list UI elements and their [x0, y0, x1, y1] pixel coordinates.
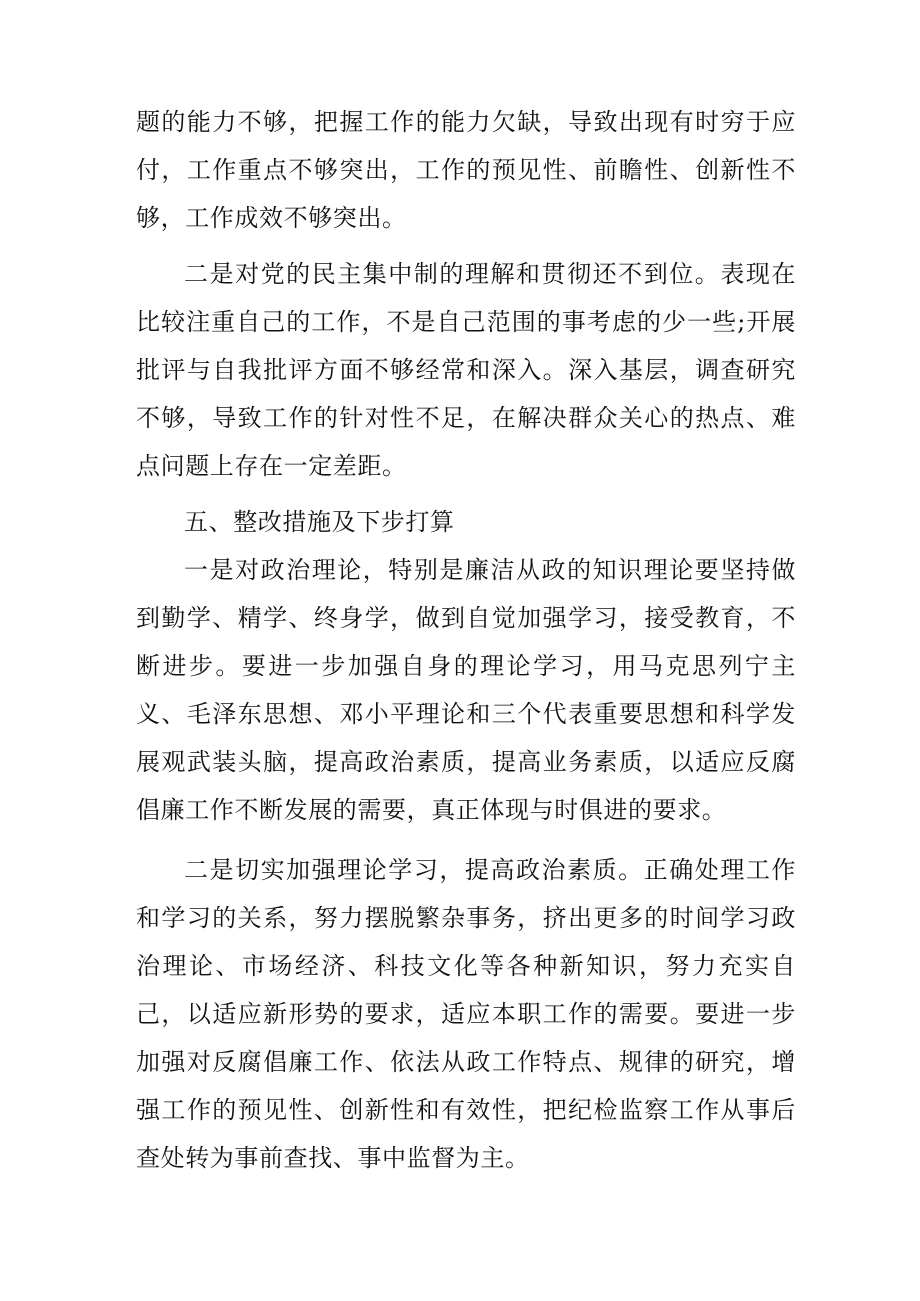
section-heading-rectification: 五、整改措施及下步打算 [184, 508, 455, 536]
document-body [136, 98, 796, 1182]
paragraph-theory-study: 二是切实加强理论学习，提高政治素质。正确处理工作和学习的关系，努力摆脱繁杂事务，挤出更多的时间学习政治理论、市场经济、科技文化等各种新知识，努力充实自己，以适应新形势的要求，适应本职工作的需要。要进一步加强对反腐倡廉工作、依法从政工作特点、规律的研究，增强工作的预见性、创新性和有效性，把纪检监察工作从事后查处转为事前查找、事中监督为主。 [136, 856, 796, 1172]
paragraph-political-theory: 一是对政治理论，特别是廉洁从政的知识理论要坚持做到勤学、精学、终身学，做到自觉加强学习，接受教育，不断进步。要进一步加强自身的理论学习，用马克思列宁主义、毛泽东思想、邓小平理论和三个代表重要思想和科学发展观武装头脑，提高政治素质，提高业务素质，以适应反腐倡廉工作不断发展的需要，真正体现与时俱进的要求。 [136, 556, 796, 824]
paragraph-continuation: 题的能力不够，把握工作的能力欠缺，导致出现有时穷于应付，工作重点不够突出，工作的预见性、前瞻性、创新性不够，工作成效不够突出。 [136, 108, 796, 232]
paragraph-democratic-centralism: 二是对党的民主集中制的理解和贯彻还不到位。表现在比较注重自己的工作，不是自己范围的事考虑的少一些;开展批评与自我批评方面不够经常和深入。深入基层，调查研究不够，导致工作的针对性不足，在解决群众关心的热点、难点问题上存在一定差距。 [136, 260, 796, 480]
